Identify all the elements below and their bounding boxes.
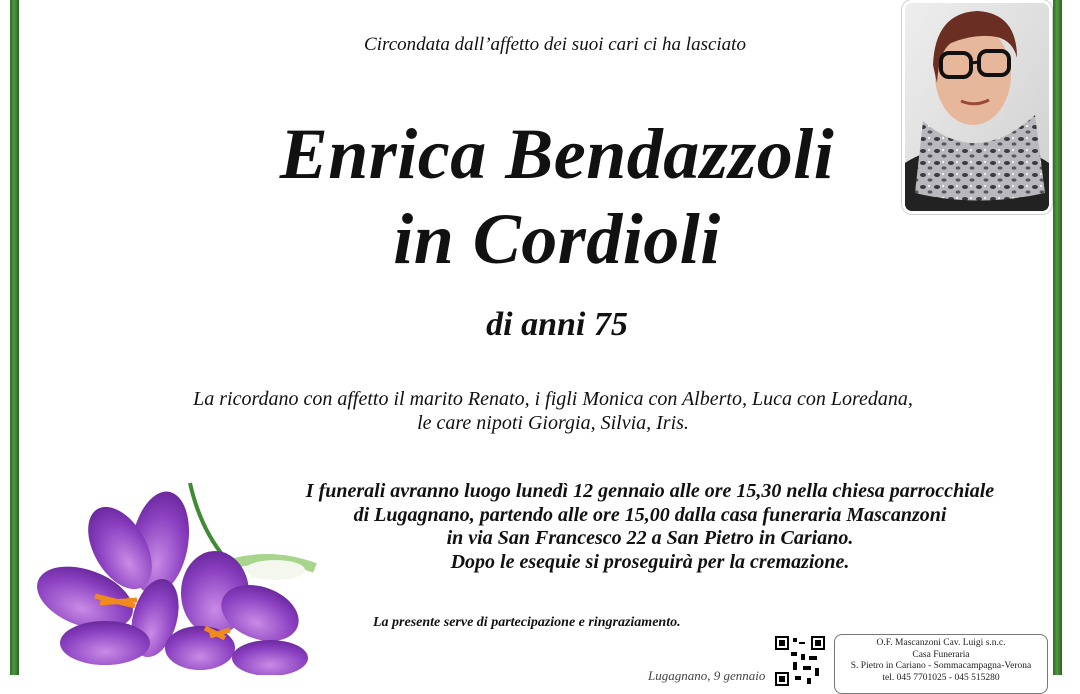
crocus-illustration [25,478,335,675]
notice-text: La presente serve di partecipazione e ringraziamento. [373,615,681,630]
place-date-text: Lugagnano, 9 gennaio [648,668,766,683]
qr-code-graphic [775,636,825,686]
deceased-married-name: in Cordioli [393,199,721,279]
funeral-line: Dopo le esequie si proseguirà per la cremazione. [450,550,850,573]
funeral-home-name: O.F. Mascanzoni Cav. Luigi s.n.c. [876,638,1006,648]
funeral-line: in via San Francesco 22 a San Pietro in Cariano. [446,527,854,549]
deceased-name: Enrica Bendazzoli [279,114,835,194]
portrait-photo [902,0,1052,214]
mourners-line: le care nipoti Giorgia, Silvia, Iris. [417,412,689,434]
funeral-home-phones: tel. 045 7701025 - 045 515280 [882,672,1000,683]
portrait-illustration [905,3,1049,211]
funeral-home-card [834,634,1048,694]
crocus-flowers-image [25,478,335,675]
funeral-line: I funerali avranno luogo lunedì 12 gennaio alle ore 15,30 nella chiesa parrocchiale [305,480,995,502]
mourners-line: La ricordano con affetto il marito Renato, i figli Monica con Alberto, Luca con Loredana, [193,388,913,410]
qr-code [775,636,825,686]
age-text: di anni 75 [486,306,628,343]
mourners-paragraph [0,387,1080,435]
intro-text: Circondata dall’affetto dei suoi cari ci ha lasciato [364,34,746,55]
funeral-home-type: Casa Funeraria [912,649,970,660]
funeral-home-locations: S. Pietro in Cariano - Sommacampagna-Verona [850,661,1032,671]
funeral-line: di Lugagnano, partendo alle ore 15,00 dalla casa funeraria Mascanzoni [353,503,947,526]
